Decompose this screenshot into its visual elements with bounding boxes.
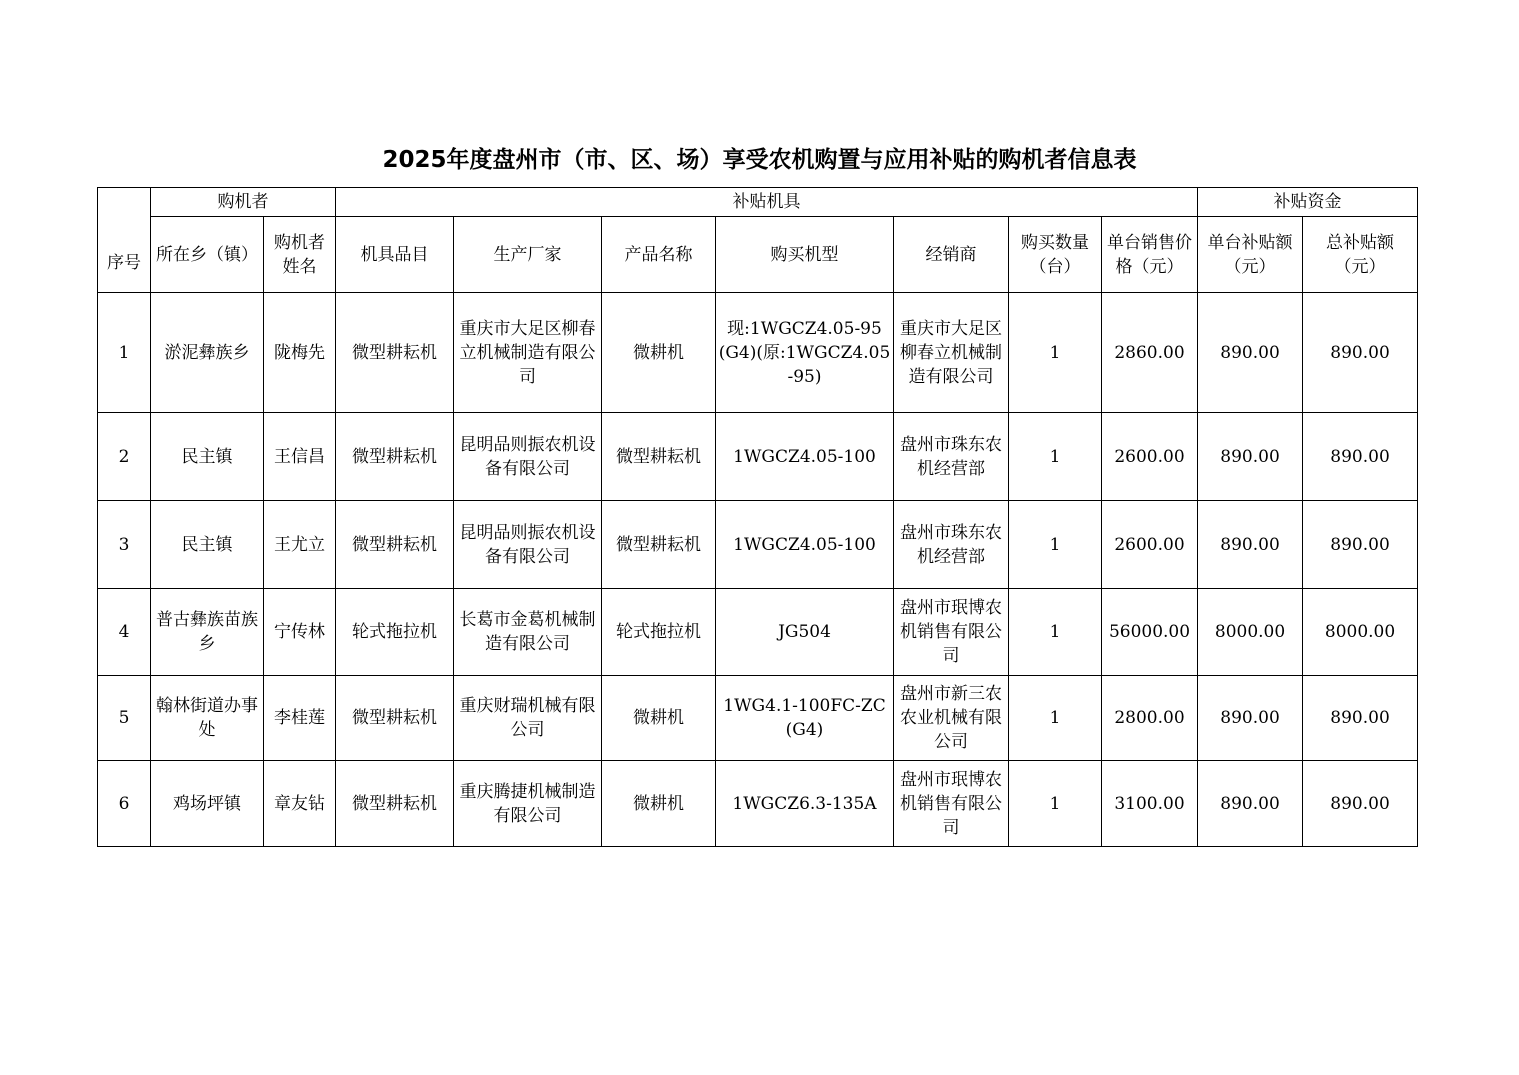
header-seq: 序号 — [98, 188, 151, 293]
cell-total-subsidy: 890.00 — [1303, 501, 1418, 589]
header-manufacturer: 生产厂家 — [454, 217, 602, 293]
cell-quantity: 1 — [1009, 589, 1102, 676]
cell-unit-subsidy: 890.00 — [1198, 501, 1303, 589]
cell-dealer: 盘州市珠东农机经营部 — [894, 413, 1009, 501]
header-category: 机具品目 — [336, 217, 454, 293]
header-group-funds: 补贴资金 — [1198, 188, 1418, 217]
cell-unit-subsidy: 890.00 — [1198, 676, 1303, 761]
cell-category: 微型耕耘机 — [336, 676, 454, 761]
table-row — [98, 501, 1418, 589]
cell-town: 民主镇 — [151, 501, 264, 589]
cell-unit-price: 3100.00 — [1102, 761, 1198, 847]
cell-unit-subsidy: 890.00 — [1198, 761, 1303, 847]
cell-model: 1WG4.1-100FC-ZC(G4) — [716, 676, 894, 761]
cell-dealer: 盘州市珉博农机销售有限公司 — [894, 589, 1009, 676]
cell-unit-price: 2800.00 — [1102, 676, 1198, 761]
cell-manufacturer: 重庆腾捷机械制造有限公司 — [454, 761, 602, 847]
cell-quantity: 1 — [1009, 293, 1102, 413]
subsidy-table — [97, 187, 1418, 847]
cell-total-subsidy: 890.00 — [1303, 413, 1418, 501]
table-row — [98, 413, 1418, 501]
cell-unit-price: 2600.00 — [1102, 413, 1198, 501]
cell-seq: 4 — [98, 589, 151, 676]
cell-seq: 2 — [98, 413, 151, 501]
header-unit-price: 单台销售价格（元） — [1102, 217, 1198, 293]
header-dealer: 经销商 — [894, 217, 1009, 293]
header-quantity: 购买数量（台） — [1009, 217, 1102, 293]
cell-dealer: 盘州市新三农农业机械有限公司 — [894, 676, 1009, 761]
cell-product: 微耕机 — [602, 676, 716, 761]
cell-unit-price: 2860.00 — [1102, 293, 1198, 413]
cell-buyer-name: 宁传林 — [264, 589, 336, 676]
cell-model: JG504 — [716, 589, 894, 676]
cell-buyer-name: 王信昌 — [264, 413, 336, 501]
header-town: 所在乡（镇） — [151, 217, 264, 293]
header-group-machine: 补贴机具 — [336, 188, 1198, 217]
header-unit-subsidy: 单台补贴额（元） — [1198, 217, 1303, 293]
cell-total-subsidy: 890.00 — [1303, 676, 1418, 761]
header-product: 产品名称 — [602, 217, 716, 293]
cell-model: 1WGCZ6.3-135A — [716, 761, 894, 847]
cell-product: 轮式拖拉机 — [602, 589, 716, 676]
header-group-row — [98, 188, 1418, 217]
cell-category: 微型耕耘机 — [336, 413, 454, 501]
cell-quantity: 1 — [1009, 676, 1102, 761]
cell-total-subsidy: 890.00 — [1303, 761, 1418, 847]
cell-unit-subsidy: 890.00 — [1198, 413, 1303, 501]
cell-town: 淤泥彝族乡 — [151, 293, 264, 413]
cell-seq: 5 — [98, 676, 151, 761]
cell-unit-price: 56000.00 — [1102, 589, 1198, 676]
cell-dealer: 重庆市大足区柳春立机械制造有限公司 — [894, 293, 1009, 413]
cell-unit-subsidy: 8000.00 — [1198, 589, 1303, 676]
header-column-row — [98, 217, 1418, 293]
header-total-subsidy: 总补贴额（元） — [1303, 217, 1418, 293]
cell-town: 翰林街道办事处 — [151, 676, 264, 761]
cell-town: 鸡场坪镇 — [151, 761, 264, 847]
cell-quantity: 1 — [1009, 501, 1102, 589]
cell-manufacturer: 重庆市大足区柳春立机械制造有限公司 — [454, 293, 602, 413]
cell-model: 1WGCZ4.05-100 — [716, 501, 894, 589]
cell-product: 微耕机 — [602, 761, 716, 847]
cell-manufacturer: 昆明品则振农机设备有限公司 — [454, 501, 602, 589]
cell-product: 微耕机 — [602, 293, 716, 413]
table-row — [98, 589, 1418, 676]
cell-quantity: 1 — [1009, 413, 1102, 501]
cell-buyer-name: 章友钻 — [264, 761, 336, 847]
cell-total-subsidy: 8000.00 — [1303, 589, 1418, 676]
table-row — [98, 293, 1418, 413]
cell-total-subsidy: 890.00 — [1303, 293, 1418, 413]
cell-unit-price: 2600.00 — [1102, 501, 1198, 589]
cell-town: 民主镇 — [151, 413, 264, 501]
cell-model: 现:1WGCZ4.05-95(G4)(原:1WGCZ4.05-95) — [716, 293, 894, 413]
cell-manufacturer: 昆明品则振农机设备有限公司 — [454, 413, 602, 501]
cell-product: 微型耕耘机 — [602, 501, 716, 589]
cell-category: 微型耕耘机 — [336, 293, 454, 413]
cell-model: 1WGCZ4.05-100 — [716, 413, 894, 501]
cell-buyer-name: 陇梅先 — [264, 293, 336, 413]
table-row — [98, 761, 1418, 847]
cell-seq: 1 — [98, 293, 151, 413]
cell-seq: 3 — [98, 501, 151, 589]
header-model: 购买机型 — [716, 217, 894, 293]
cell-manufacturer: 长葛市金葛机械制造有限公司 — [454, 589, 602, 676]
cell-seq: 6 — [98, 761, 151, 847]
page-title: 2025年度盘州市（市、区、场）享受农机购置与应用补贴的购机者信息表 — [382, 147, 1137, 173]
cell-category: 轮式拖拉机 — [336, 589, 454, 676]
cell-buyer-name: 王尤立 — [264, 501, 336, 589]
cell-manufacturer: 重庆财瑞机械有限公司 — [454, 676, 602, 761]
cell-buyer-name: 李桂莲 — [264, 676, 336, 761]
header-buyer-name: 购机者姓名 — [264, 217, 336, 293]
cell-unit-subsidy: 890.00 — [1198, 293, 1303, 413]
cell-town: 普古彝族苗族乡 — [151, 589, 264, 676]
cell-category: 微型耕耘机 — [336, 761, 454, 847]
cell-product: 微型耕耘机 — [602, 413, 716, 501]
cell-quantity: 1 — [1009, 761, 1102, 847]
cell-dealer: 盘州市珠东农机经营部 — [894, 501, 1009, 589]
header-group-buyer: 购机者 — [151, 188, 336, 217]
table-row — [98, 676, 1418, 761]
cell-category: 微型耕耘机 — [336, 501, 454, 589]
cell-dealer: 盘州市珉博农机销售有限公司 — [894, 761, 1009, 847]
